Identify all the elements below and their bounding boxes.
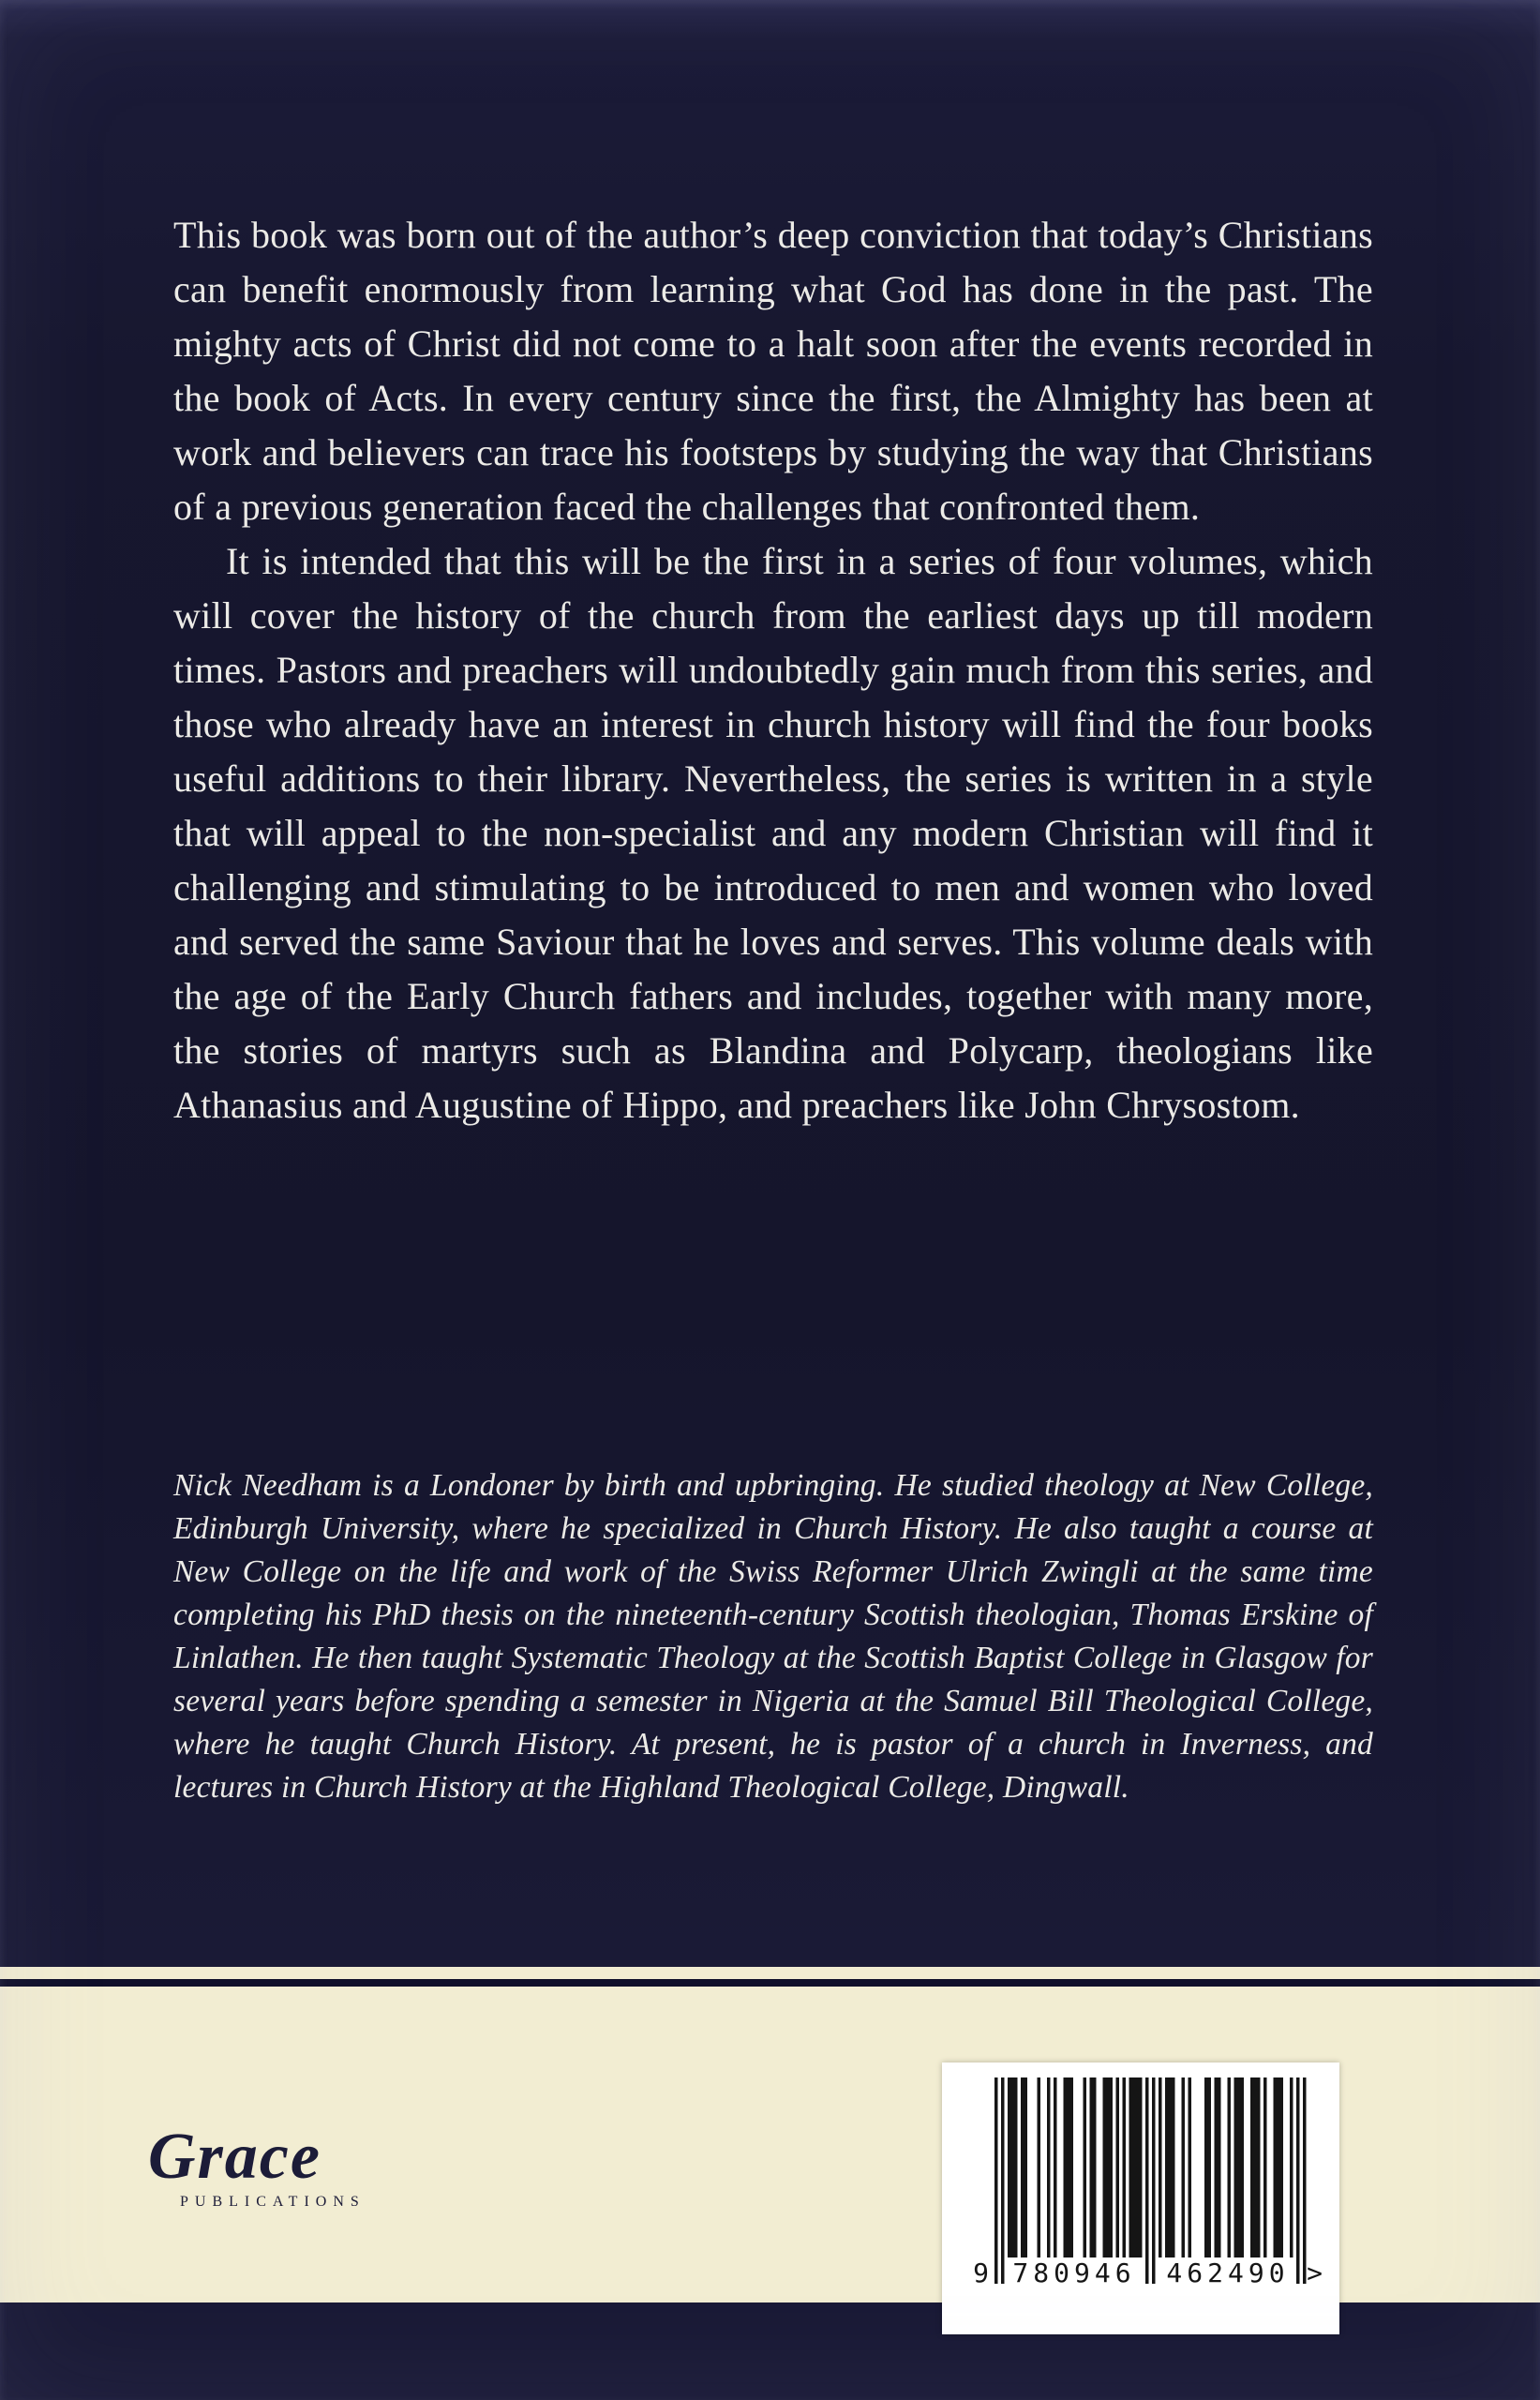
barcode-group-1: 780946 (1008, 2258, 1141, 2289)
blurb-paragraph-2: It is intended that this will be the first in a series of four volumes, which will cover the history of the church from the earliest days up till modern times. Pastors and preachers will undoubtedly gain much from this series, and those who already have an interest in church history will find the four books useful additions to their library. Nevertheless, the series is written in a style that will appeal to the non-specialist and any modern Christian will find it challenging and stimulating to be introduced to men and women who loved and served the same Saviour that he loves and serves. This volume deals with the age of the Early Church fathers and includes, together with many more, the stories of martyrs such as Blandina and Polycarp, theologians like Athanasius and Augustine of Hippo, and preachers like John Chrysostom. (173, 540, 1373, 1126)
barcode-bars-icon (963, 2078, 1319, 2284)
barcode-group-2: 462490 (1161, 2258, 1294, 2289)
publisher-logo-name: Grace (148, 2121, 321, 2193)
author-bio: Nick Needham is a Londoner by birth and upbringing. He studied theology at New College, Edinburgh University, where he specialized in Church History. He also taught a course at New College on the life and work of the Swiss Reformer Ulrich Zwingli at the same time completing his PhD thesis on the nineteenth-century Scottish theologian, Thomas Erskine of Linlathen. He then taught Systematic Theology at the Scottish Baptist College in Glasgow for several years before spending a semester in Nigeria at the Samuel Bill Theological College, where he taught Church History. At present, he is pastor of a church in Inverness, and lectures in Church History at the Highland Theological College, Dingwall. (173, 1468, 1373, 1805)
barcode (942, 2062, 1339, 2334)
back-cover-blurb (173, 208, 1373, 1132)
barcode-digits (963, 2258, 1323, 2293)
band-divider-line (0, 1979, 1540, 1987)
publisher-logo-subtitle: PUBLICATIONS (180, 2194, 366, 2210)
publisher-logo (148, 2121, 366, 2211)
barcode-right-arrow: > (1307, 2258, 1323, 2288)
blurb-paragraph-1: This book was born out of the author’s deep conviction that today’s Christians can benefit enormously from learning what God has done in the past. The mighty acts of Christ did not come to a halt soon after the events recorded in the book of Acts. In every century since the first, the Almighty has been at work and believers can trace his footsteps by studying the way that Christians of a previous generation faced the challenges that confronted them. (173, 214, 1373, 528)
barcode-lead-digit: 9 (963, 2258, 989, 2289)
